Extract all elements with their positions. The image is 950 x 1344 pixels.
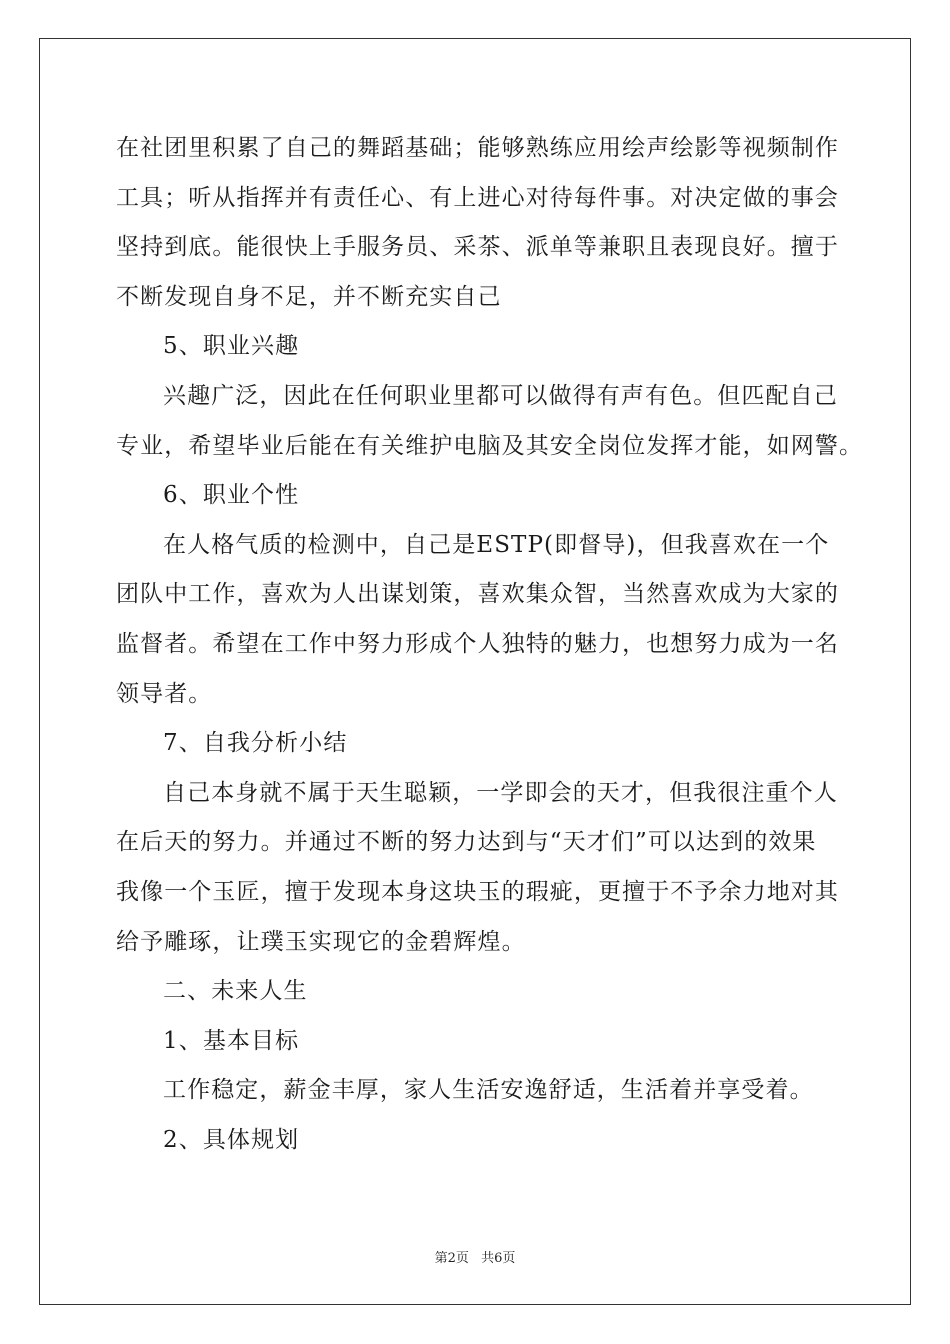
- text-line: 领导者。: [116, 680, 213, 707]
- text-line: 兴趣广泛，因此在任何职业里都可以做得有声有色。但匹配自己: [163, 382, 838, 409]
- text-line: 5、职业兴趣: [163, 333, 300, 360]
- text-line: 专业，希望毕业后能在有关维护电脑及其安全岗位发挥才能，如网警。: [116, 432, 864, 459]
- page-total: 共6页: [481, 1251, 516, 1266]
- text-line: 二、未来人生: [163, 978, 308, 1005]
- text-line: 我像一个玉匠，擅于发现本身这块玉的瑕疵，更擅于不予余力地对其: [116, 878, 839, 905]
- text-line: 给予雕琢，让璞玉实现它的金碧辉煌。: [116, 928, 526, 955]
- text-line: 6、职业个性: [163, 482, 300, 509]
- text-line: 坚持到底。能很快上手服务员、采茶、派单等兼职且表现良好。擅于: [116, 234, 839, 261]
- text-line: 不断发现自身不足，并不断充实自己: [116, 283, 502, 310]
- page-number: 第2页: [434, 1251, 469, 1266]
- text-line: 在后天的努力。并通过不断的努力达到与“天才们”可以达到的效果: [116, 829, 817, 856]
- page-footer: [0, 1247, 950, 1266]
- text-line: 1、基本目标: [163, 1027, 300, 1054]
- text-line: 工作稳定，薪金丰厚，家人生活安逸舒适，生活着并享受着。: [163, 1077, 814, 1104]
- text-line: 7、自我分析小结: [163, 730, 348, 757]
- text-line: 工具；听从指挥并有责任心、有上进心对待每件事。对决定做的事会: [116, 184, 839, 211]
- text-line: 监督者。希望在工作中努力形成个人独特的魅力，也想努力成为一名: [116, 630, 839, 657]
- document-body: [116, 128, 864, 1169]
- text-line: 2、具体规划: [163, 1126, 300, 1153]
- text-line: 自己本身就不属于天生聪颖，一学即会的天才，但我很注重个人: [163, 779, 838, 806]
- text-line: 在人格气质的检测中，自己是ESTP(即督导)，但我喜欢在一个: [163, 531, 830, 558]
- text-line: 在社团里积累了自己的舞蹈基础；能够熟练应用绘声绘影等视频制作: [116, 135, 839, 161]
- text-line: 团队中工作，喜欢为人出谋划策，喜欢集众智，当然喜欢成为大家的: [116, 581, 839, 608]
